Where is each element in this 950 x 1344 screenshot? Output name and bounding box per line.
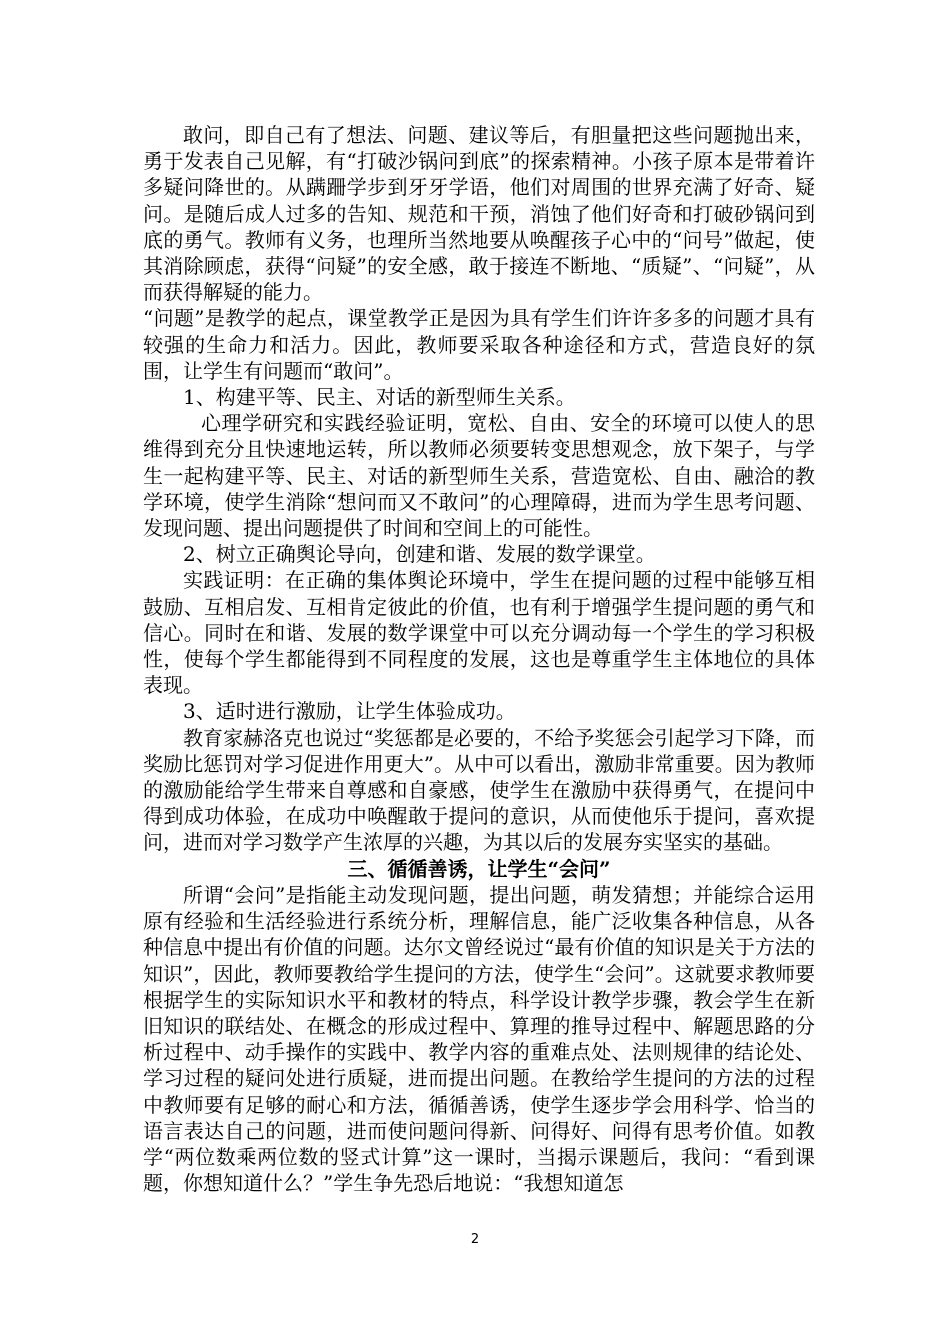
page-number: 2 <box>470 1232 480 1247</box>
paragraph-practice-proves: 实践证明：在正确的集体舆论环境中，学生在提问题的过程中能够互相鼓励、互相启发、互相肯定彼此的价值，也有利于增强学生提问题的勇气和信心。同时在和谐、发展的数学课堂中可以充分调动每一个学生的学习积极性，使每个学生都能得到不同程度的发展，这也是尊重学生主体地位的具体表现。 <box>143 568 815 698</box>
paragraph-hurlock-quote: 教育家赫洛克也说过“奖惩都是必要的，不给予奖惩会引起学习下降，而奖励比惩罚对学习促进作用更大”。从中可以看出，激励非常重要。因为教师的激励能给学生带来自尊感和自豪感，使学生在激励中获得勇气，在提问中得到成功体验，在成功中唤醒敢于提问的意识，从而使他乐于提问，喜欢提问，进而对学习数学产生浓厚的兴趣，为其以后的发展夯实坚实的基础。 <box>143 725 815 855</box>
subheading-equal-relationship: 1、构建平等、民主、对话的新型师生关系。 <box>183 385 576 410</box>
paragraph-dare-to-ask: 敢问，即自己有了想法、问题、建议等后，有胆量把这些问题抛出来，勇于发表自己见解，有“打破沙锅问到底”的探索精神。小孩子原本是带着许多疑问降世的。从蹒跚学步到牙牙学语，他们对周围的世界充满了好奇、疑问。是随后成人过多的告知、规范和干预，消蚀了他们好奇和打破砂锅问到底的勇气。教师有义务，也理所当然地要从唤醒孩子心中的“问号”做起，使其消除顾虑，获得“问疑”的安全感，敢于接连不断地、“质疑”、“问疑”，从而获得解疑的能力。 <box>143 123 815 305</box>
paragraph-know-how-to-ask: 所谓“会问”是指能主动发现问题，提出问题，萌发猜想；并能综合运用原有经验和生活经验进行系统分析，理解信息，能广泛收集各种信息，从各种信息中提出有价值的问题。达尔文曾经说过“最有价值的知识是关于方法的知识”，因此，教师要教给学生提问的方法，使学生“会问”。这就要求教师要根据学生的实际知识水平和教材的特点，科学设计教学步骤，教会学生在新旧知识的联结处、在概念的形成过程中、算理的推导过程中、解题思路的分析过程中、动手操作的实践中、教学内容的重难点处、法则规律的结论处、学习过程的疑问处进行质疑，进而提出问题。在教给学生提问的方法的过程中教师要有足够的耐心和方法，循循善诱，使学生逐步学会用科学、恰当的语言表达自己的问题，进而使问题问得新、问得好、问得有思考价值。如教学“两位数乘两位数的竖式计算”这一课时，当揭示课题后，我问：“看到课题，你想知道什么？”学生争先恐后地说：“我想知道怎 <box>143 882 815 1196</box>
paragraph-question-starting-point: “问题”是教学的起点，课堂教学正是因为具有学生们许许多多的问题才具有较强的生命力和活力。因此，教师要采取各种途径和方式，营造良好的氛围，让学生有问题而“敢问”。 <box>143 306 815 383</box>
subheading-timely-incentive: 3、适时进行激励，让学生体验成功。 <box>183 699 516 724</box>
subheading-public-opinion: 2、树立正确舆论导向，创建和谐、发展的数学课堂。 <box>183 542 656 567</box>
section-heading-three: 三、循循善诱，让学生“会问” <box>347 856 611 881</box>
paragraph-psychology-research: 心理学研究和实践经验证明，宽松、自由、安全的环境可以使人的思维得到充分且快速地运转，所以教师必须要转变思想观念，放下架子，与学生一起构建平等、民主、对话的新型师生关系，营造宽松、自由、融洽的教学环境，使学生消除“想问而又不敢问”的心理障碍，进而为学生思考问题、发现问题、提出问题提供了时间和空间上的可能性。 <box>143 411 815 541</box>
document-body <box>143 122 815 1196</box>
